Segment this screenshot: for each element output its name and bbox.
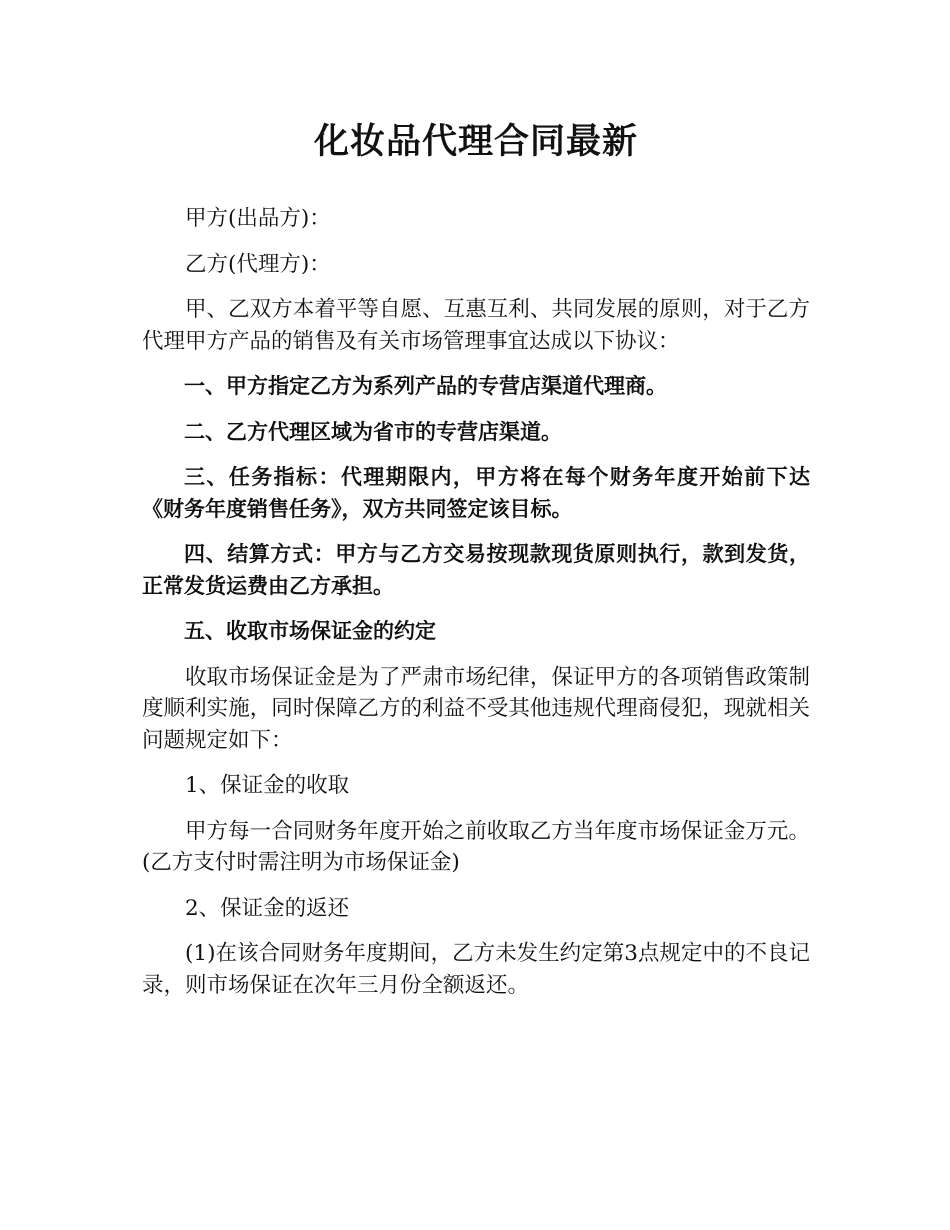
preamble-paragraph: 甲、乙双方本着平等自愿、互惠互利、共同发展的原则，对于乙方代理甲方产品的销售及有关市场管理事宜达成以下协议：	[142, 297, 810, 354]
clause-2-heading: 二、乙方代理区域为省市的专营店渠道。	[184, 419, 562, 444]
clause-5-heading: 五、收取市场保证金的约定	[184, 619, 436, 643]
deposit-collection-heading: 1、保证金的收取	[185, 773, 350, 798]
deposit-return-paragraph: (1)在该合同财务年度期间，乙方未发生约定第3点规定中的不良记录，则市场保证在次年三月份全额返还。	[142, 941, 810, 998]
deposit-collection-paragraph: 甲方每一合同财务年度开始之前收取乙方当年度市场保证金万元。(乙方支付时需注明为市场保证金)	[142, 818, 810, 875]
clause-1-heading: 一、甲方指定乙方为系列产品的专营店渠道代理商。	[184, 374, 667, 398]
deposit-purpose-paragraph: 收取市场保证金是为了严肃市场纪律，保证甲方的各项销售政策制度顺利实施，同时保障乙方的利益不受其他违规代理商侵犯，现就相关问题规定如下：	[142, 664, 810, 753]
clause-4-heading: 四、结算方式：甲方与乙方交易按现款现货原则执行，款到发货，正常发货运费由乙方承担。	[142, 542, 810, 598]
party-b-line: 乙方(代理方)：	[185, 251, 331, 277]
document-body	[142, 118, 810, 1015]
document-title: 化妆品代理合同最新	[313, 122, 638, 162]
party-a-line: 甲方(出品方)：	[185, 206, 331, 231]
deposit-return-heading: 2、保证金的返还	[185, 895, 350, 921]
clause-3-heading: 三、任务指标：代理期限内，甲方将在每个财务年度开始前下达《财务年度销售任务》，双方共同签定该目标。	[142, 465, 810, 521]
